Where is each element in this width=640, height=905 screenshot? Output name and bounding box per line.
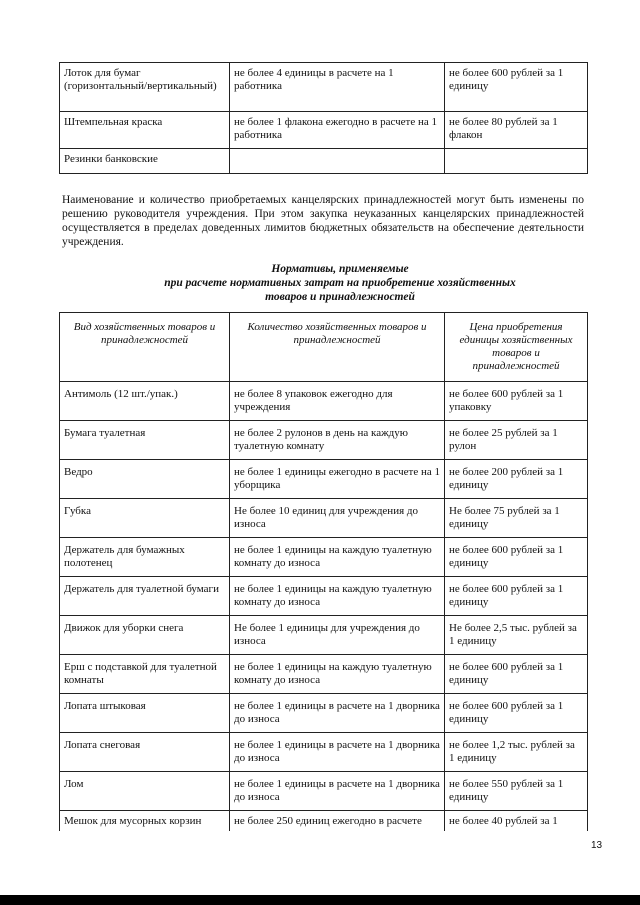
item-name-cell: Ерш с подставкой для туалетной комнаты (60, 655, 230, 694)
item-name-cell: Держатель для бумажных полотенец (60, 538, 230, 577)
table-row (60, 538, 588, 577)
item-name-cell: Бумага туалетная (60, 421, 230, 460)
table-row (60, 655, 588, 694)
item-price-cell: не более 600 рублей за 1 единицу (445, 63, 588, 112)
table-row (60, 811, 588, 832)
table-row (60, 460, 588, 499)
header-quantity: Количество хозяйственных товаров и принадлежностей (230, 313, 445, 382)
item-name-cell: Антимоль (12 шт./упак.) (60, 382, 230, 421)
table-row (60, 694, 588, 733)
item-quantity-cell (230, 149, 445, 174)
item-name-cell: Лом (60, 772, 230, 811)
item-quantity-cell: не более 1 единицы в расчете на 1 дворника до износа (230, 772, 445, 811)
household-goods-table (59, 312, 588, 831)
stationery-table (59, 62, 588, 174)
heading-line-3: товаров и принадлежностей (265, 291, 415, 303)
table-row (60, 616, 588, 655)
item-price-cell: не более 40 рублей за 1 (445, 811, 588, 832)
item-price-cell: не более 600 рублей за 1 единицу (445, 694, 588, 733)
item-quantity-cell: Не более 1 единицы для учреждения до износа (230, 616, 445, 655)
scan-edge-bar (0, 895, 640, 905)
table-row (60, 577, 588, 616)
item-name-cell: Лопата снеговая (60, 733, 230, 772)
page-number: 13 (591, 840, 603, 851)
heading-line-2: при расчете нормативных затрат на приобретение хозяйственных (164, 277, 516, 289)
item-quantity-cell: не более 1 единицы в расчете на 1 дворника до износа (230, 694, 445, 733)
table-row (60, 149, 588, 174)
header-item-type: Вид хозяйственных товаров и принадлежностей (60, 313, 230, 382)
item-quantity-cell: не более 1 единицы в расчете на 1 дворника до износа (230, 733, 445, 772)
item-name-cell: Движок для уборки снега (60, 616, 230, 655)
item-quantity-cell: не более 8 упаковок ежегодно для учреждения (230, 382, 445, 421)
item-name-cell: Губка (60, 499, 230, 538)
item-quantity-cell: не более 1 единицы ежегодно в расчете на 1 уборщика (230, 460, 445, 499)
item-quantity-cell: не более 1 единицы на каждую туалетную комнату до износа (230, 577, 445, 616)
table-row (60, 499, 588, 538)
item-price-cell: не более 600 рублей за 1 единицу (445, 577, 588, 616)
table-header-row (60, 313, 588, 382)
item-price-cell: Не более 75 рублей за 1 единицу (445, 499, 588, 538)
item-price-cell: не более 600 рублей за 1 единицу (445, 538, 588, 577)
item-quantity-cell: не более 1 флакона ежегодно в расчете на 1 работника (230, 112, 445, 149)
item-quantity-cell: не более 250 единиц ежегодно в расчете (230, 811, 445, 832)
item-price-cell: не более 200 рублей за 1 единицу (445, 460, 588, 499)
header-price: Цена приобретения единицы хозяйственных товаров и принадлежностей (445, 313, 588, 382)
item-price-cell: Не более 2,5 тыс. рублей за 1 единицу (445, 616, 588, 655)
item-name-cell: Ведро (60, 460, 230, 499)
item-price-cell: не более 80 рублей за 1 флакон (445, 112, 588, 149)
item-quantity-cell: Не более 10 единиц для учреждения до износа (230, 499, 445, 538)
table-row (60, 733, 588, 772)
item-name-cell: Лоток для бумаг (горизонтальный/вертикальный) (60, 63, 230, 112)
item-price-cell: не более 25 рублей за 1 рулон (445, 421, 588, 460)
item-price-cell (445, 149, 588, 174)
item-price-cell: не более 550 рублей за 1 единицу (445, 772, 588, 811)
table-row (60, 421, 588, 460)
item-name-cell: Лопата штыковая (60, 694, 230, 733)
table-row (60, 772, 588, 811)
item-name-cell: Держатель для туалетной бумаги (60, 577, 230, 616)
table-row (60, 63, 588, 112)
note-paragraph: Наименование и количество приобретаемых канцелярских принадлежностей могут быть изменены по решению руководителя учреждения. При этом закупка неуказанных канцелярских принадлежностей осуществляется в пределах доведенных лимитов бюджетных обязательств на обеспечение деятельности учреждения. (62, 194, 584, 248)
table-row (60, 382, 588, 421)
item-quantity-cell: не более 1 единицы на каждую туалетную комнату до износа (230, 538, 445, 577)
item-name-cell: Резинки банковские (60, 149, 230, 174)
table-row (60, 112, 588, 149)
heading-line-1: Нормативы, применяемые (271, 263, 409, 275)
item-quantity-cell: не более 2 рулонов в день на каждую туалетную комнату (230, 421, 445, 460)
item-quantity-cell: не более 1 единицы на каждую туалетную комнату до износа (230, 655, 445, 694)
item-price-cell: не более 600 рублей за 1 единицу (445, 655, 588, 694)
item-name-cell: Мешок для мусорных корзин (60, 811, 230, 832)
item-name-cell: Штемпельная краска (60, 112, 230, 149)
item-price-cell: не более 1,2 тыс. рублей за 1 единицу (445, 733, 588, 772)
item-quantity-cell: не более 4 единицы в расчете на 1 работника (230, 63, 445, 112)
item-price-cell: не более 600 рублей за 1 упаковку (445, 382, 588, 421)
section-heading (100, 262, 580, 304)
